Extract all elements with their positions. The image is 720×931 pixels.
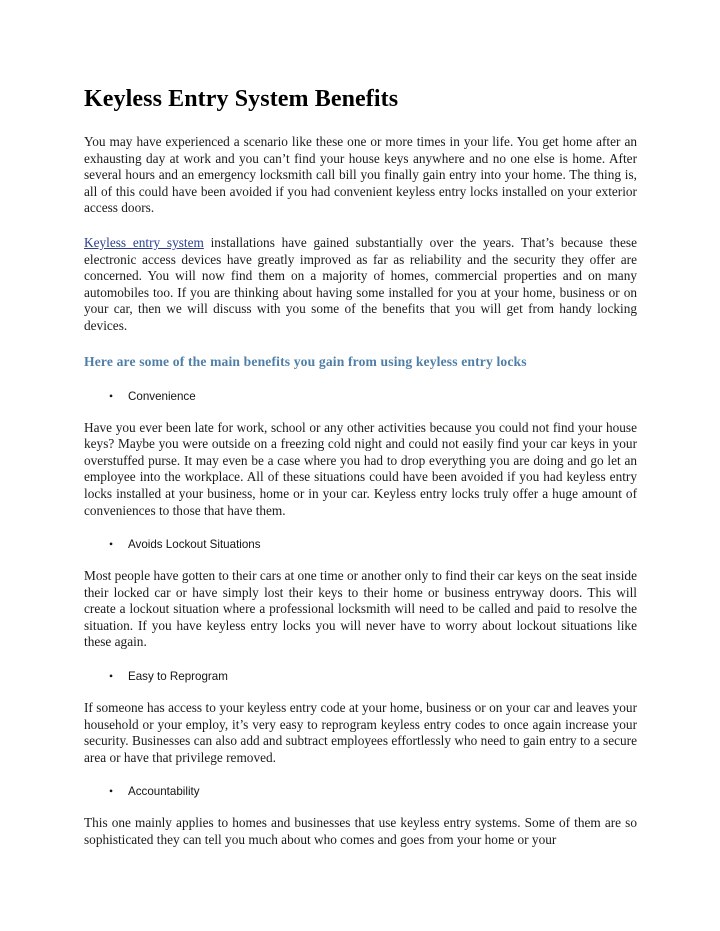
list-item (84, 669, 637, 684)
keyless-entry-system-link[interactable]: Keyless entry system (84, 234, 204, 250)
second-paragraph (84, 235, 637, 335)
bullet-icon: • (109, 670, 114, 684)
list-item-label: Avoids Lockout Situations (128, 538, 261, 552)
bullet-icon: • (109, 389, 114, 403)
accountability-paragraph: This one mainly applies to homes and businesses that use keyless entry systems. Some of them are so sophisticated they can tell you much about who comes and goes from your home or your (84, 815, 637, 848)
list-item-label: Accountability (128, 785, 200, 799)
bullet-icon: • (109, 785, 114, 799)
list-item (84, 784, 637, 799)
benefit-list-reprogram (84, 669, 637, 684)
page-title: Keyless Entry System Benefits (84, 86, 399, 112)
list-item (84, 537, 637, 552)
document-content (84, 84, 637, 867)
list-item-label: Easy to Reprogram (128, 670, 228, 684)
benefit-list-convenience (84, 389, 637, 404)
benefit-list-accountability (84, 784, 637, 799)
section-heading: Here are some of the main benefits you gain from using keyless entry locks (84, 353, 527, 369)
intro-paragraph: You may have experienced a scenario like these one or more times in your life. You get home after an exhausting day at work and you can’t find your house keys anywhere and no one else is home. After several hours and an emergency locksmith call bill you finally gain entry into your home. The thing is, all of this could have been avoided if you had convenient keyless entry locks installed on your exterior access doors. (84, 134, 637, 216)
list-item-label: Convenience (128, 389, 196, 403)
reprogram-paragraph: If someone has access to your keyless entry code at your home, business or on your car and leaves your household or your employ, it’s very easy to reprogram keyless entry codes to once again increase your security. Businesses can also add and subtract employees effortlessly who need to gain entry to a secure area or have that privilege removed. (84, 700, 637, 765)
second-paragraph-text: installations have gained substantially over the years. That’s because these electronic access devices have greatly improved as far as reliability and the security they offer are concerned. You will now find them on a majority of homes, commercial properties and on many automobiles too. If you are thinking about having some installed for you at your home, business or on your car, then we will discuss with you some of the benefits that you will get from handy locking devices. (84, 234, 637, 333)
benefit-list-lockout (84, 537, 637, 552)
bullet-icon: • (109, 538, 114, 552)
list-item (84, 389, 637, 404)
lockout-paragraph: Most people have gotten to their cars at one time or another only to find their car keys on the seat inside their locked car or have simply lost their keys to their home or business entryway doors. This will create a lockout situation where a professional locksmith will need to be called and paid to resolve the situation. If you have keyless entry locks you will never have to worry about lockout situations like these again. (84, 568, 637, 650)
convenience-paragraph: Have you ever been late for work, school or any other activities because you could not find your house keys? Maybe you were outside on a freezing cold night and could not easily find your car keys in your overstuffed purse. It may even be a case where you had to drop everything you are doing and go let an employee into the workplace. All of these situations could have been avoided if you had keyless entry locks installed at your business, home or in your car. Keyless entry locks truly offer a huge amount of conveniences to those that have them. (84, 419, 637, 518)
